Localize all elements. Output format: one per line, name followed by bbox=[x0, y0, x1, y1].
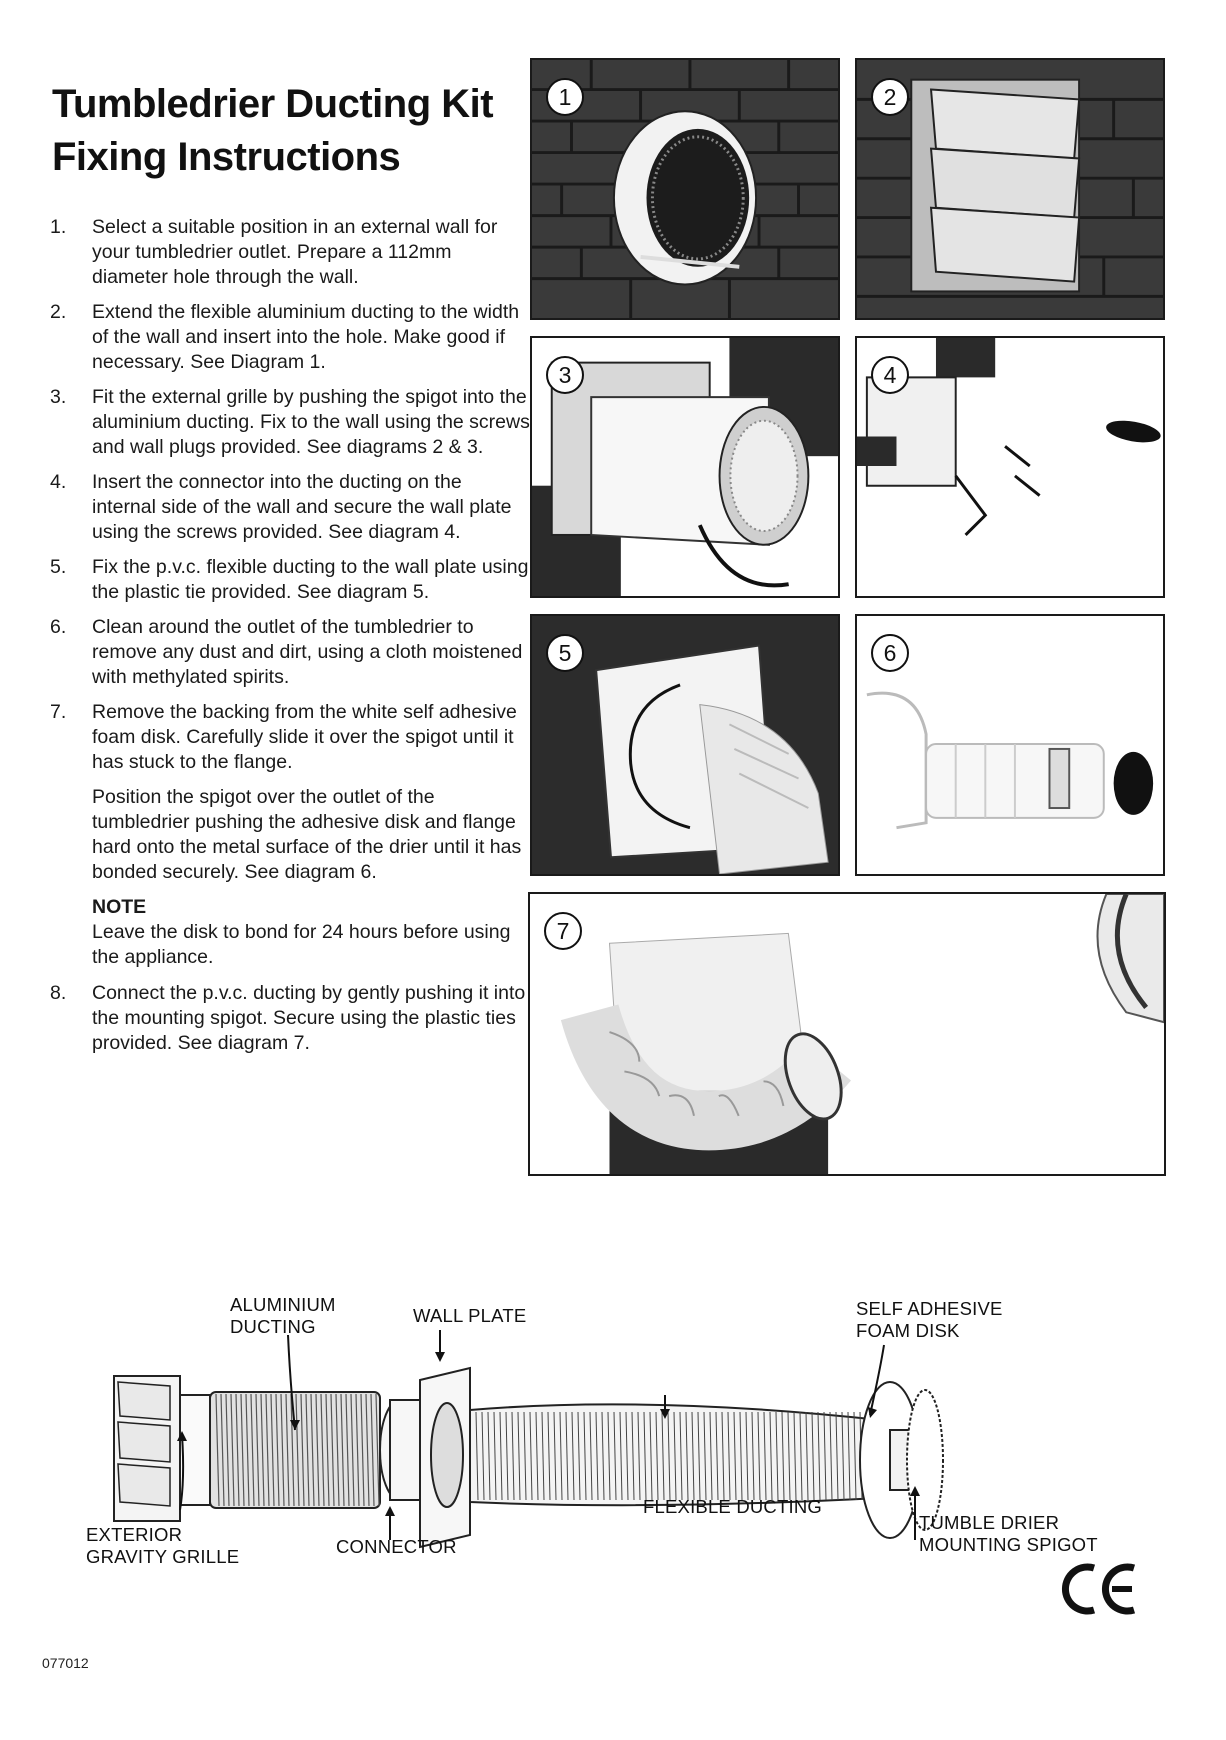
diagram-1-image bbox=[530, 58, 840, 320]
panel-number-badge: 3 bbox=[546, 356, 584, 394]
step-number: 5. bbox=[50, 556, 67, 578]
step-6 bbox=[50, 615, 530, 690]
label-exterior-gravity-grille bbox=[86, 1524, 239, 1568]
step-5 bbox=[50, 555, 530, 605]
note-block bbox=[50, 895, 530, 970]
label-line: TUMBLE DRIER bbox=[919, 1512, 1060, 1533]
note-text: Leave the disk to bond for 24 hours before using the appliance. bbox=[92, 921, 511, 968]
panel-number-badge: 1 bbox=[546, 78, 584, 116]
step-text: Clean around the outlet of the tumbledrier to remove any dust and dirt, using a cloth moistened with methylated spirits. bbox=[92, 616, 523, 688]
label-flexible-ducting: FLEXIBLE DUCTING bbox=[643, 1496, 822, 1517]
instruction-steps bbox=[50, 215, 530, 1066]
step-number: 2. bbox=[50, 301, 67, 323]
step-number: 6. bbox=[50, 616, 67, 638]
step-1 bbox=[50, 215, 530, 290]
label-line: SELF ADHESIVE bbox=[856, 1298, 1003, 1319]
step-text: Extend the flexible aluminium ducting to the width of the wall and insert into the hole. Make good if necessary. See Diagram 1. bbox=[92, 301, 520, 373]
label-tumble-drier-mounting-spigot bbox=[919, 1512, 1098, 1556]
step-text: Fit the external grille by pushing the spigot into the aluminium ducting. Fix to the wall using the screws and wall plugs provided. See diagrams 2 & 3. bbox=[92, 386, 530, 458]
diagram-5-image bbox=[530, 614, 840, 876]
panel-number-badge: 5 bbox=[546, 634, 584, 672]
step-number: 8. bbox=[50, 982, 67, 1004]
step-number: 1. bbox=[50, 216, 67, 238]
label-line: ALUMINIUM bbox=[230, 1294, 336, 1315]
title-line-2: Fixing Instructions bbox=[52, 135, 401, 179]
step-8 bbox=[50, 981, 530, 1056]
step-text: Connect the p.v.c. ducting by gently pushing it into the mounting spigot. Secure using the plastic ties provided. See diagram 7. bbox=[92, 982, 526, 1054]
diagram-3-image bbox=[530, 336, 840, 598]
diagram-2-image bbox=[855, 58, 1165, 320]
panel-number-badge: 2 bbox=[871, 78, 909, 116]
label-connector: CONNECTOR bbox=[336, 1536, 457, 1557]
label-line: DUCTING bbox=[230, 1316, 316, 1337]
step-number: 4. bbox=[50, 471, 67, 493]
step-4 bbox=[50, 470, 530, 545]
exploded-parts-diagram bbox=[86, 1294, 1150, 1600]
step-7-continuation: Position the spigot over the outlet of the tumbledrier pushing the adhesive disk and flange hard onto the metal surface of the drier until it has bonded securely. See diagram 6. bbox=[92, 786, 522, 883]
step-number: 3. bbox=[50, 386, 67, 408]
label-aluminium-ducting bbox=[230, 1294, 336, 1338]
diagram-7-image bbox=[528, 892, 1166, 1176]
step-number: 7. bbox=[50, 701, 67, 723]
step-text: Remove the backing from the white self adhesive foam disk. Carefully slide it over the spigot until it has stuck to the flange. bbox=[92, 701, 517, 773]
diagram-4-image bbox=[855, 336, 1165, 598]
diagram-6-image bbox=[855, 614, 1165, 876]
step-3 bbox=[50, 385, 530, 460]
panel-number-badge: 7 bbox=[544, 912, 582, 950]
title-line-1: Tumbledrier Ducting Kit bbox=[52, 82, 494, 126]
panel-number-badge: 4 bbox=[871, 356, 909, 394]
label-line: FOAM DISK bbox=[856, 1320, 960, 1341]
label-line: EXTERIOR bbox=[86, 1524, 183, 1545]
step-text: Insert the connector into the ducting on the internal side of the wall and secure the wall plate using the screws provided. See diagram 4. bbox=[92, 471, 512, 543]
note-heading: NOTE bbox=[92, 896, 147, 918]
label-line: GRAVITY GRILLE bbox=[86, 1546, 240, 1567]
step-2 bbox=[50, 300, 530, 375]
ce-mark-logo bbox=[1060, 1560, 1140, 1618]
step-text: Select a suitable position in an external wall for your tumbledrier outlet. Prepare a 112mm diameter hole through the wall. bbox=[92, 216, 498, 288]
step-7 bbox=[50, 700, 530, 775]
panel-number-badge: 6 bbox=[871, 634, 909, 672]
page-title bbox=[52, 78, 512, 184]
step-text: Fix the p.v.c. flexible ducting to the wall plate using the plastic tie provided. See diagram 5. bbox=[92, 556, 529, 603]
label-wall-plate: WALL PLATE bbox=[413, 1305, 527, 1326]
label-self-adhesive-foam-disk bbox=[856, 1298, 1003, 1342]
label-line: MOUNTING SPIGOT bbox=[919, 1534, 1098, 1555]
product-code: 077012 bbox=[42, 1655, 89, 1671]
